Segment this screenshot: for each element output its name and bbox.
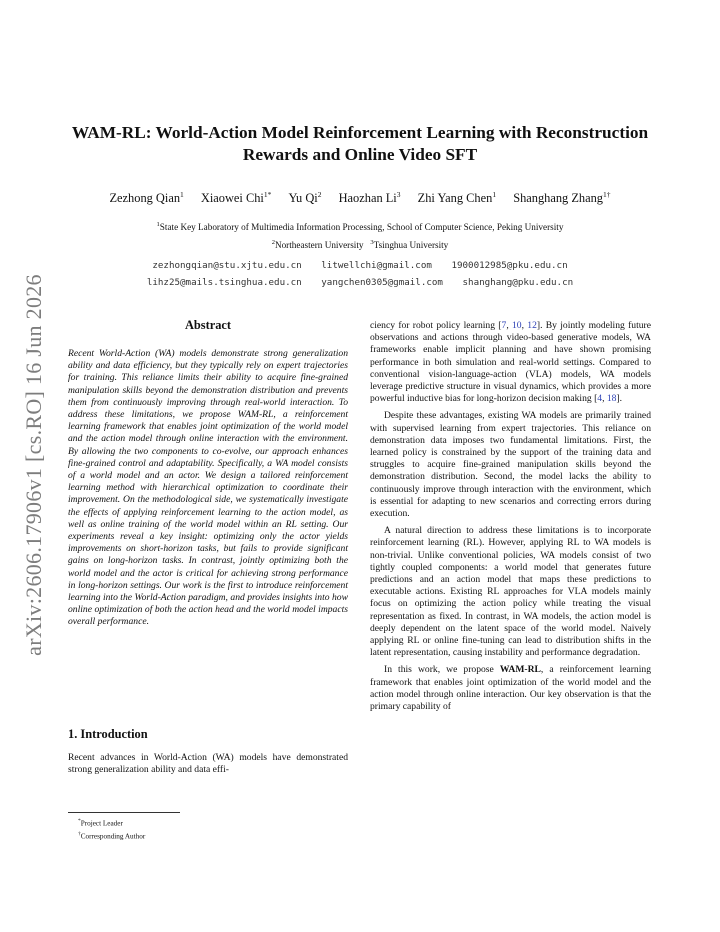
citation-link[interactable]: 7 bbox=[501, 320, 507, 331]
author: Xiaowei Chi$^{1*}$ bbox=[200, 190, 272, 206]
affiliations bbox=[40, 217, 680, 253]
email: zezhongqian@stu.xjtu.edu.cn bbox=[152, 260, 302, 271]
footnote-divider bbox=[68, 812, 180, 813]
footnote: *Project Leader bbox=[78, 818, 123, 828]
introduction-heading: 1. Introduction bbox=[68, 727, 148, 741]
author-list bbox=[40, 190, 680, 206]
paragraph: In this work, we propose WAM-RL, a reinforcement learning framework that enables joint optimization of the world model and the action model through online interaction. Our key observation is that the primary capability of bbox=[370, 664, 651, 713]
email: 1900012985@pku.edu.cn bbox=[451, 260, 568, 271]
author: Yu Qi$^2$ bbox=[288, 190, 322, 206]
author: Haozhan Li$^3$ bbox=[338, 190, 401, 206]
citation-link[interactable]: 12 bbox=[527, 320, 537, 331]
citation-link[interactable]: 18 bbox=[606, 393, 617, 405]
author: Zhi Yang Chen$^1$ bbox=[417, 190, 497, 206]
citation-link[interactable]: 10 bbox=[512, 320, 522, 331]
email: shanghang@pku.edu.cn bbox=[462, 277, 574, 288]
affiliation-line-1: $^1$State Key Laboratory of Multimedia Information Processing, School of Computer Science, Peking University bbox=[156, 221, 564, 233]
email-row-2 bbox=[40, 274, 680, 291]
title-line-1: WAM-RL: World-Action Model Reinforcement Learning with Reconstruction bbox=[71, 123, 649, 142]
affiliation-line-2: $^2$Northeastern University $^3$Tsinghua University bbox=[271, 239, 449, 251]
email-list bbox=[40, 257, 680, 291]
paper-title bbox=[60, 122, 660, 166]
email: yangchen0305@gmail.com bbox=[321, 277, 443, 288]
paragraph: A natural direction to address these limitations is to incorporate reinforcement learning (RL). However, applying RL to WA models is non-trivial. Unlike conventional policies, WA models consist of two tightly coupled components: a world model that generates future predictions and an action model that maps these predictions to executable actions. Existing RL approaches for VLA models mainly focus on optimizing the action policy while treating the visual representation as fixed. In contrast, in WA models, the action model is deeply dependent on the latent space of the world model. Naively applying RL or online fine-tuning can lead to distribution shifts in the latent representation, causing instability and performance degradation. bbox=[370, 525, 651, 659]
arxiv-identifier: arXiv:2606.17906v1 [cs.RO] 16 Jun 2026 bbox=[21, 274, 46, 656]
email: lihz25@mails.tsinghua.edu.cn bbox=[146, 277, 302, 288]
paragraph: ciency for robot policy learning [7, 10, 12]. By jointly modeling future observations and actions through video-based generative models, WA frameworks enable implicit planning and have shown promising performance in both simulation and real-world settings. Compared to conventional vision-language-action (VLA) models, WA models leverage predictive structure in visual dynamics, which provides a more powerful inductive bias for long-horizon decision making [4, 18]. bbox=[370, 320, 652, 405]
footnote: †Corresponding Author bbox=[78, 830, 146, 841]
abstract-heading: Abstract bbox=[184, 318, 232, 332]
email: litwellchi@gmail.com bbox=[321, 260, 432, 271]
abstract-text: Recent World-Action (WA) models demonstrate strong generalization ability and data efficiency, but they typically rely on expert trajectories for training. This reliance limits their ability to acquire fine-grained manipulation skills beyond the demonstration distribution and prevents them from continuously improving through real-world interaction. To address these limitations, we propose WAM-RL, a reinforcement learning framework that enables joint optimization of the world model and the action model through online interaction with the environment. By allowing the two components to co-evolve, our approach enhances fine-grained control and adaptability. Specifically, a WA model consists of a world model and an actor. We design a tailored reinforcement learning method with hierarchical optimization to coordinate their improvement. On the methodological side, we systematically investigate the effects of applying reinforcement learning to the action model, as well as online training of the world model within an RL setting. Our experiments reveal a key insight: optimizing only the actor yields improvements on short-horizon tasks, but fails to provide significant gains on long-horizon tasks. In contrast, jointly optimizing both the world model and the actor is critical for achieving strong performance in long-horizon settings. Our work is the first to introduce reinforcement learning into the World-Action paradigm, and provides insights into how online optimization of both the action head and the world model impacts overall performance. bbox=[68, 348, 348, 628]
author: Shanghang Zhang$^{1\dagger}$ bbox=[513, 190, 611, 206]
author: Zezhong Qian$^1$ bbox=[109, 190, 184, 206]
right-column bbox=[370, 320, 651, 718]
citation-link[interactable]: 4 bbox=[597, 393, 603, 405]
footnotes bbox=[78, 816, 145, 842]
paragraph: Despite these advantages, existing WA models are primarily trained with supervised learning from expert trajectories. This reliance on demonstration data imposes two fundamental limitations. First, the learned policy is constrained by the support of the training data and struggles to acquire fine-grained manipulation skills beyond the demonstration distribution. Second, the model lacks the ability to continuously improve through interaction with the environment, which is essential for adapting to new scenarios and correcting errors during execution. bbox=[370, 410, 651, 520]
email-row-1 bbox=[40, 257, 680, 274]
title-line-2: Rewards and Online Video SFT bbox=[242, 145, 478, 164]
introduction-text: Recent advances in World-Action (WA) models have demonstrated strong generalization ability and data effi- bbox=[68, 752, 348, 776]
